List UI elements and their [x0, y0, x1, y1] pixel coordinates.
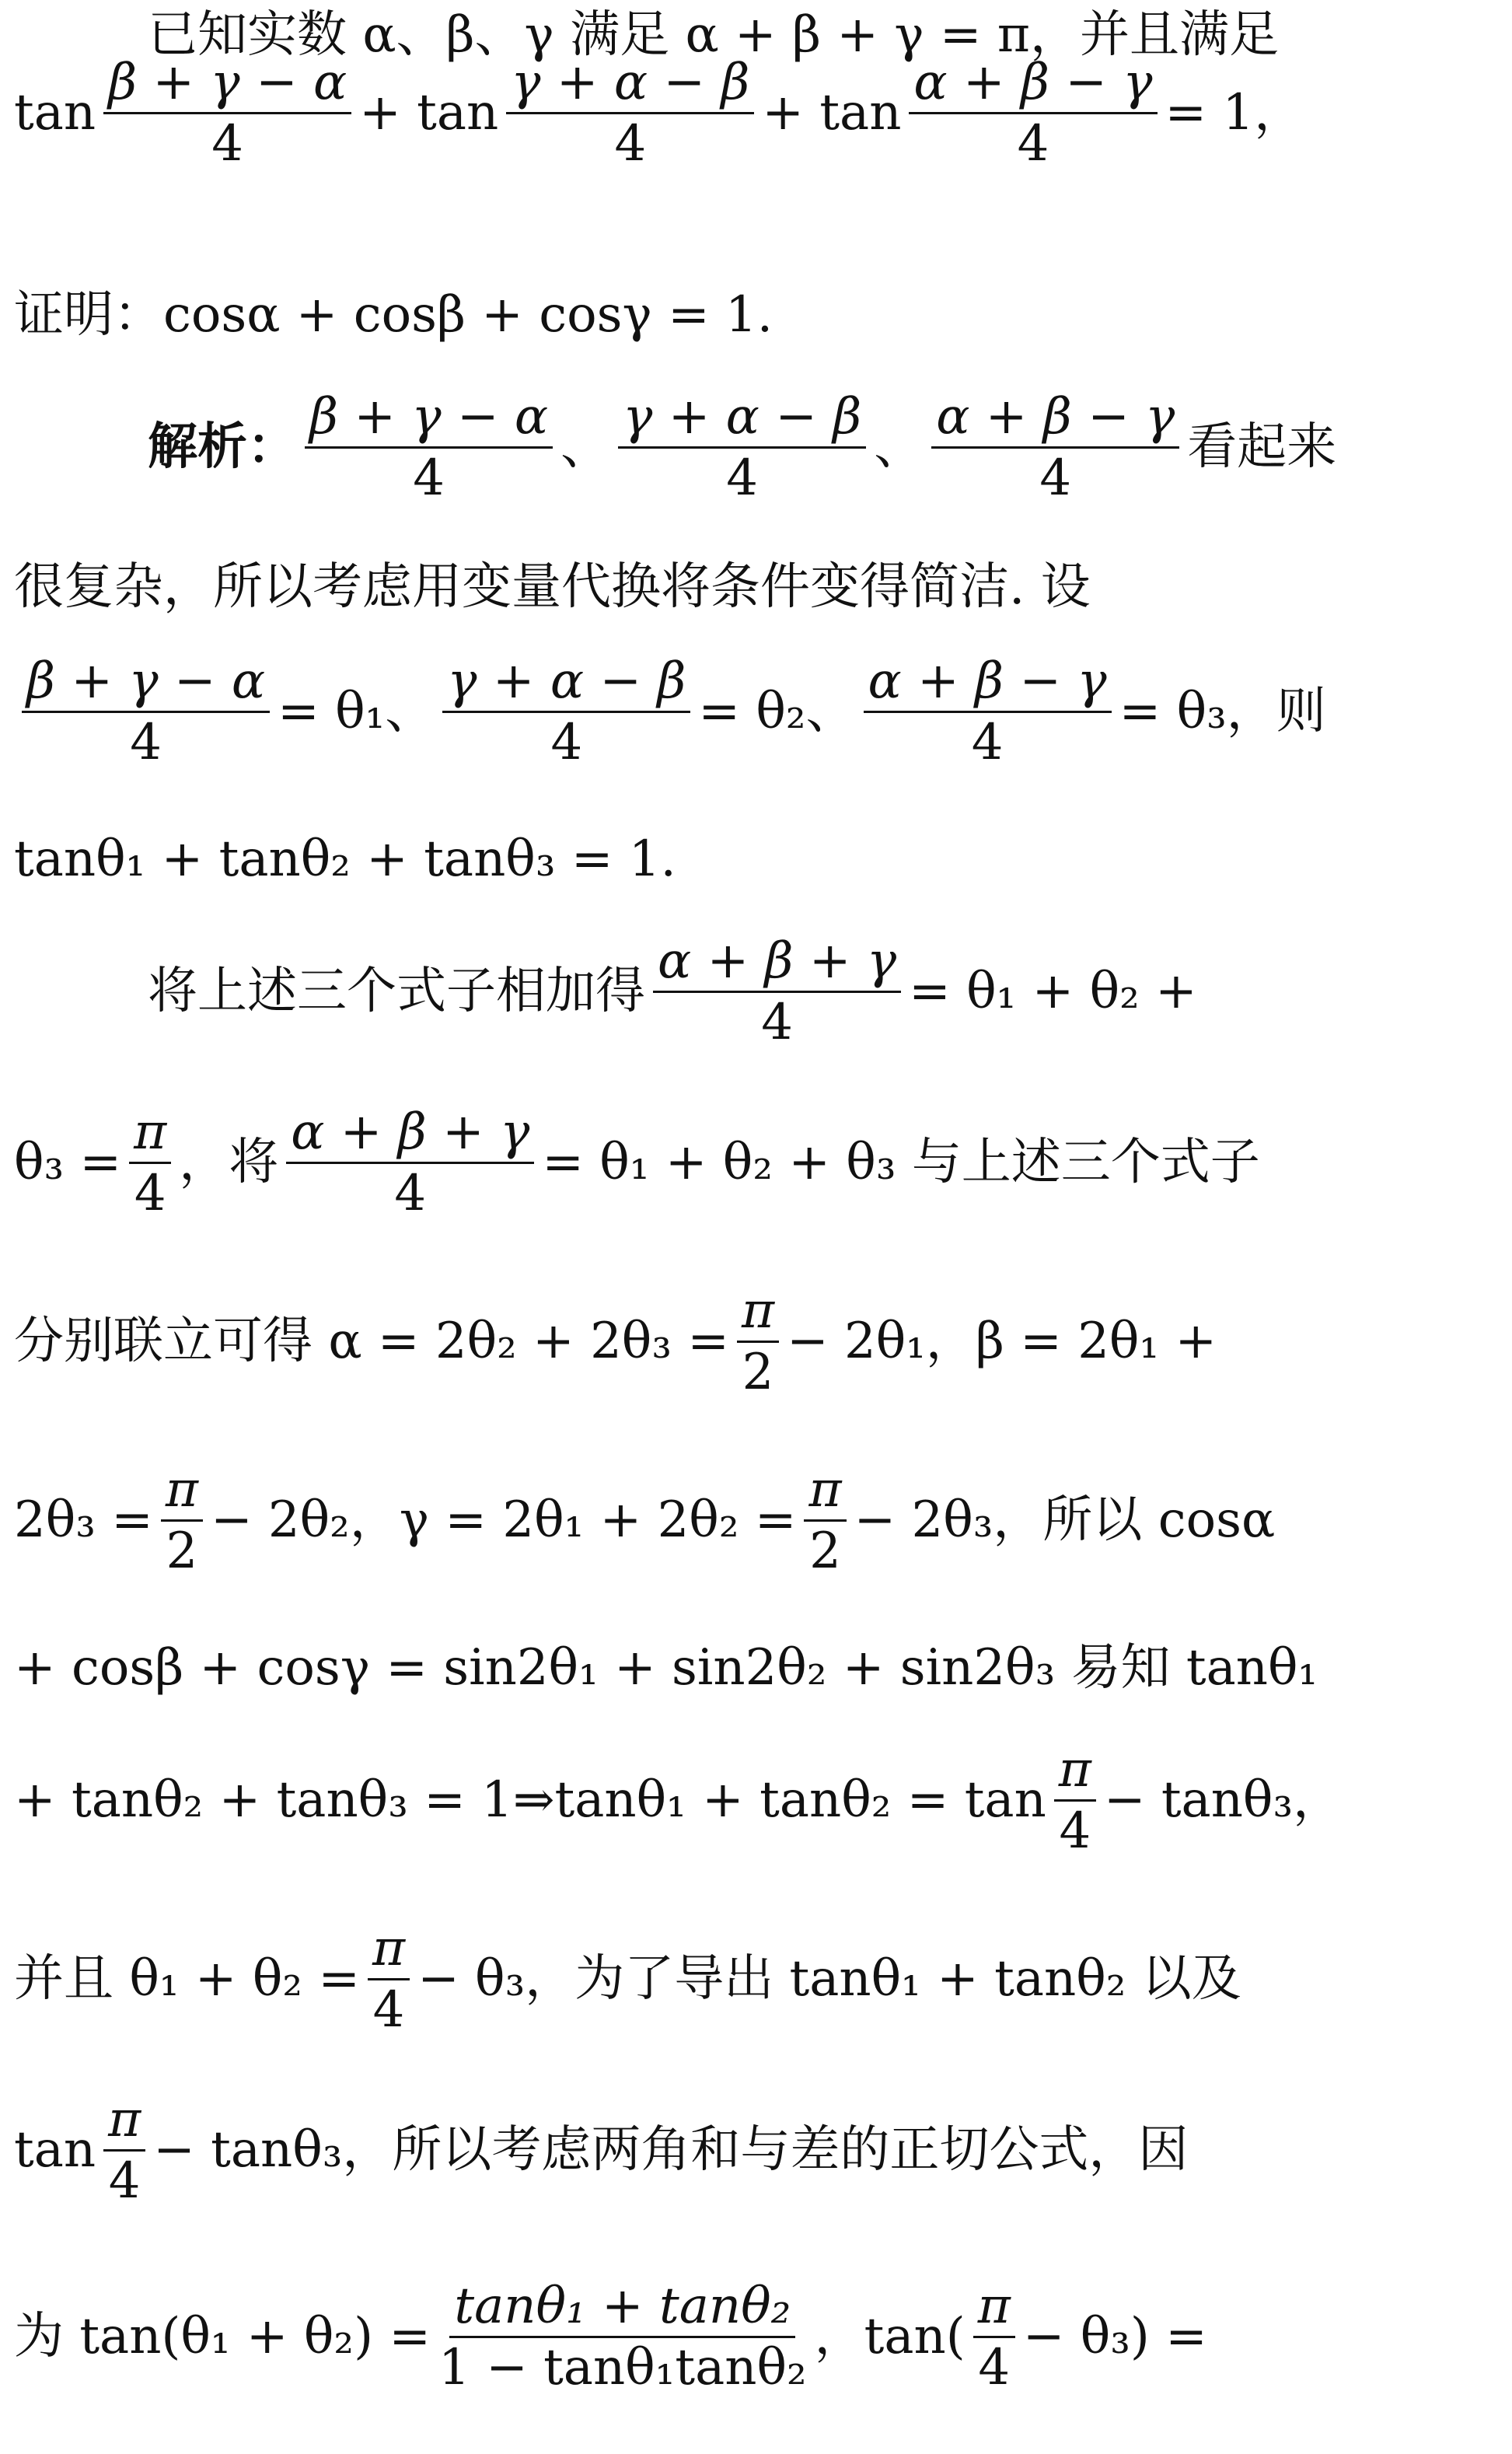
text: + tanθ₂ + tanθ₃ = 1⇒tanθ₁ + tanθ₂ = tan — [14, 1771, 1046, 1829]
problem-line-3 — [14, 280, 1498, 350]
analysis-line-3 — [14, 653, 1498, 770]
fraction-numerator: π — [129, 1107, 171, 1164]
fraction — [103, 2090, 145, 2210]
fraction — [973, 2277, 1015, 2396]
text: + tan — [359, 84, 499, 142]
fraction-denominator: 2 — [166, 1522, 198, 1580]
text: ，tan( — [814, 2308, 966, 2365]
fraction-numerator: π — [103, 2095, 145, 2152]
fraction — [438, 2277, 807, 2396]
fraction-numerator: β + γ − α — [305, 392, 553, 449]
fraction-numerator: π — [973, 2281, 1015, 2338]
fraction-denominator: 2 — [742, 1343, 774, 1401]
fraction — [653, 932, 901, 1051]
text: tan — [14, 84, 96, 142]
fraction — [1054, 1740, 1096, 1860]
fraction-denominator: 4 — [614, 114, 647, 173]
fraction-numerator: α + β − γ — [909, 58, 1157, 114]
analysis-line-7 — [14, 1283, 1498, 1400]
text: tanθ₁ + tanθ₂ + tanθ₃ = 1. — [14, 830, 676, 888]
text: 2θ₃ = — [14, 1491, 153, 1549]
fraction-denominator: 4 — [726, 449, 758, 507]
fraction — [506, 53, 754, 173]
fraction — [737, 1281, 779, 1401]
text: + cosβ + cosγ = sin2θ₁ + sin2θ₂ + sin2θ₃ 易知 tanθ₁ — [14, 1639, 1318, 1697]
fraction-numerator: β + γ − α — [103, 58, 351, 114]
fraction-numerator: π — [804, 1465, 846, 1522]
analysis-line-9 — [14, 1633, 1498, 1703]
fraction — [129, 1103, 171, 1222]
fraction — [442, 652, 690, 771]
text: + tan — [762, 84, 902, 142]
fraction — [909, 53, 1157, 173]
text: − tanθ₃，所以考虑两角和与差的正切公式，因 — [153, 2121, 1189, 2179]
text: = θ₁、 — [278, 683, 435, 740]
analysis-line-1 — [148, 389, 1498, 505]
fraction-denominator: 4 — [394, 1164, 427, 1222]
text: 看起来 — [1187, 418, 1337, 476]
fraction — [305, 387, 553, 507]
analysis-line-2 — [14, 552, 1498, 622]
fraction-numerator: π — [1054, 1745, 1096, 1802]
fraction-numerator: β + γ − α — [22, 656, 270, 713]
text: − 2θ₃，所以 cosα — [854, 1491, 1276, 1549]
fraction-denominator: 4 — [550, 713, 583, 771]
fraction-denominator: 4 — [761, 993, 793, 1051]
text: ，将 — [179, 1134, 279, 1191]
fraction-denominator: 4 — [971, 713, 1004, 771]
fraction-numerator: α + β + γ — [653, 936, 901, 993]
fraction-numerator: π — [368, 1924, 410, 1980]
text: − 2θ₁，β = 2θ₁ + — [787, 1313, 1217, 1370]
fraction-denominator: 4 — [413, 449, 445, 507]
text: 证明：cosα + cosβ + cosγ = 1. — [14, 286, 773, 344]
text: = 1， — [1165, 84, 1304, 142]
text: − 2θ₂，γ = 2θ₁ + 2θ₂ = — [210, 1491, 797, 1549]
text: 将上述三个式子相加得 — [148, 963, 645, 1020]
fraction-denominator: 4 — [1039, 449, 1072, 507]
fraction — [286, 1103, 534, 1222]
fraction-denominator: 4 — [1059, 1802, 1091, 1860]
fraction-denominator: 4 — [978, 2338, 1011, 2396]
fraction-numerator: α + β + γ — [286, 1107, 534, 1164]
analysis-line-6 — [14, 1104, 1498, 1221]
fraction — [864, 652, 1112, 771]
text: − θ₃，为了导出 tanθ₁ + tanθ₂ 以及 — [417, 1950, 1241, 2008]
text: 并且 θ₁ + θ₂ = — [14, 1950, 360, 2008]
fraction — [103, 53, 351, 173]
analysis-line-4 — [14, 824, 1498, 894]
analysis-label: 解析： — [148, 418, 297, 476]
fraction-numerator: γ + α − β — [442, 656, 690, 713]
text: = θ₁ + θ₂ + — [909, 963, 1197, 1020]
fraction-numerator: α + β − γ — [931, 392, 1179, 449]
analysis-line-12 — [14, 2092, 1498, 2208]
fraction — [931, 387, 1179, 507]
text: 、 — [874, 418, 924, 476]
text: tan — [14, 2121, 96, 2179]
fraction-numerator: tanθ₁ + tanθ₂ — [449, 2281, 795, 2338]
fraction-numerator: γ + α − β — [506, 58, 754, 114]
fraction-denominator: 4 — [130, 713, 162, 771]
fraction — [804, 1460, 846, 1580]
fraction — [618, 387, 866, 507]
fraction-numerator: π — [161, 1465, 203, 1522]
text: − tanθ₃， — [1103, 1771, 1343, 1829]
text: = θ₂、 — [698, 683, 856, 740]
fraction-denominator: 4 — [108, 2152, 141, 2210]
fraction-denominator: 4 — [134, 1164, 166, 1222]
text: = θ₁ + θ₂ + θ₃ 与上述三个式子 — [542, 1134, 1260, 1191]
text: = θ₃，则 — [1119, 683, 1326, 740]
fraction — [22, 652, 270, 771]
text: 已知实数 α、β、γ 满足 α + β + γ = π，并且满足 — [148, 6, 1279, 64]
text: 、 — [560, 418, 611, 476]
fraction-denominator: 1 − tanθ₁tanθ₂ — [438, 2338, 807, 2396]
text: 为 tan(θ₁ + θ₂) = — [14, 2308, 431, 2365]
fraction-numerator: γ + α − β — [618, 392, 866, 449]
fraction — [368, 1919, 410, 2039]
text: 分别联立可得 α = 2θ₂ + 2θ₃ = — [14, 1313, 729, 1370]
fraction — [161, 1460, 203, 1580]
fraction-denominator: 4 — [1017, 114, 1049, 173]
text: − θ₃) = — [1022, 2308, 1207, 2365]
fraction-denominator: 4 — [211, 114, 243, 173]
text: θ₃ = — [14, 1134, 122, 1191]
analysis-line-5 — [148, 933, 1498, 1050]
analysis-line-11 — [14, 1921, 1498, 2037]
analysis-line-10 — [14, 1742, 1498, 1858]
fraction-numerator: π — [737, 1286, 779, 1343]
fraction-denominator: 2 — [809, 1522, 841, 1580]
fraction-denominator: 4 — [372, 1980, 405, 2039]
problem-line-2 — [14, 54, 1498, 171]
analysis-line-13 — [14, 2270, 1498, 2403]
fraction-numerator: α + β − γ — [864, 656, 1112, 713]
text: 很复杂，所以考虑用变量代换将条件变得简洁. 设 — [14, 558, 1091, 616]
analysis-line-8 — [14, 1462, 1498, 1578]
